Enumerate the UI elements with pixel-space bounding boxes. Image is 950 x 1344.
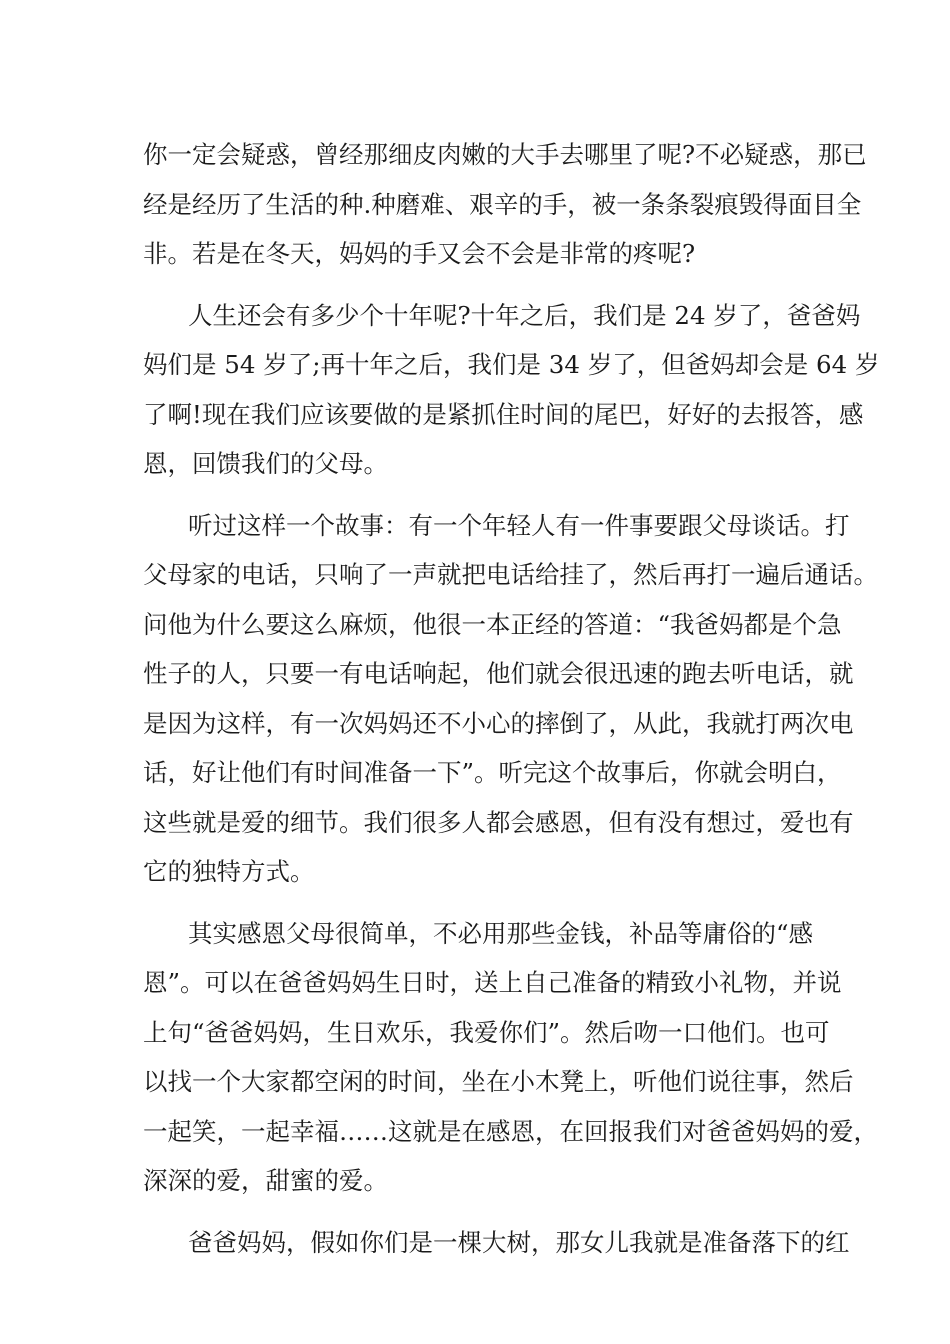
text-line: 话，好让他们有时间准备一下”。听完这个故事后，你就会明白， xyxy=(143,758,842,787)
text-line: 问他为什么要这么麻烦，他很一本正经的答道：“我爸妈都是个急 xyxy=(143,609,842,639)
text-line: 以找一个大家都空闲的时间，坐在小木凳上，听他们说往事，然后 xyxy=(143,1067,854,1096)
paragraph-spacing xyxy=(143,279,823,291)
text-line: 父母家的电话，只响了一声就把电话给挂了，然后再打一遍后通话。 xyxy=(143,560,878,589)
document-body xyxy=(143,130,880,1267)
text-line: 恩，回馈我们的父母。 xyxy=(143,449,388,478)
text-line: 它的独特方式。 xyxy=(143,857,315,886)
paragraph-4 xyxy=(143,909,878,1206)
text-line: 经是经历了生活的种.种磨难、艰辛的手，被一条条裂痕毁得面目全 xyxy=(143,189,862,219)
paragraph-spacing xyxy=(143,897,823,909)
text-line: 恩”。可以在爸爸妈妈生日时，送上自己准备的精致小礼物，并说 xyxy=(143,968,842,997)
text-line: 爸爸妈妈，假如你们是一棵大树，那女儿我就是准备落下的红 xyxy=(188,1227,850,1257)
text-line: 是因为这样，有一次妈妈还不小心的摔倒了，从此，我就打两次电 xyxy=(143,708,854,738)
text-line: 非。若是在冬天，妈妈的手又会不会是非常的疼呢? xyxy=(143,239,696,268)
paragraph-1 xyxy=(143,130,867,279)
text-line: 听过这样一个故事：有一个年轻人有一件事要跟父母谈话。打 xyxy=(188,510,850,540)
text-line: 其实感恩父母很简单，不必用那些金钱，补品等庸俗的“感 xyxy=(188,918,814,948)
text-line: 妈们是 54 岁了;再十年之后，我们是 34 岁了，但爸妈却会是 64 岁 xyxy=(143,350,880,379)
text-line: 这些就是爱的细节。我们很多人都会感恩，但有没有想过，爱也有 xyxy=(143,807,854,837)
text-line: 上句“爸爸妈妈，生日欢乐，我爱你们”。然后吻一口他们。也可 xyxy=(143,1017,830,1047)
paragraph-spacing xyxy=(143,1206,823,1218)
paragraph-3 xyxy=(143,501,878,897)
text-line: 一起笑，一起幸福……这就是在感恩，在回报我们对爸爸妈妈的爱， xyxy=(143,1116,878,1146)
paragraph-2 xyxy=(143,291,880,489)
text-line: 你一定会疑惑，曾经那细皮肉嫩的大手去哪里了呢?不必疑惑，那已 xyxy=(143,140,867,169)
paragraph-spacing xyxy=(143,489,823,501)
paragraph-5 xyxy=(143,1218,850,1268)
text-line: 了啊!现在我们应该要做的是紧抓住时间的尾巴，好好的去报答，感 xyxy=(143,399,864,429)
text-line: 深深的爱，甜蜜的爱。 xyxy=(143,1166,388,1195)
text-line: 性子的人，只要一有电话响起，他们就会很迅速的跑去听电话，就 xyxy=(143,659,854,688)
text-line: 人生还会有多少个十年呢?十年之后，我们是 24 岁了，爸爸妈 xyxy=(188,300,861,330)
